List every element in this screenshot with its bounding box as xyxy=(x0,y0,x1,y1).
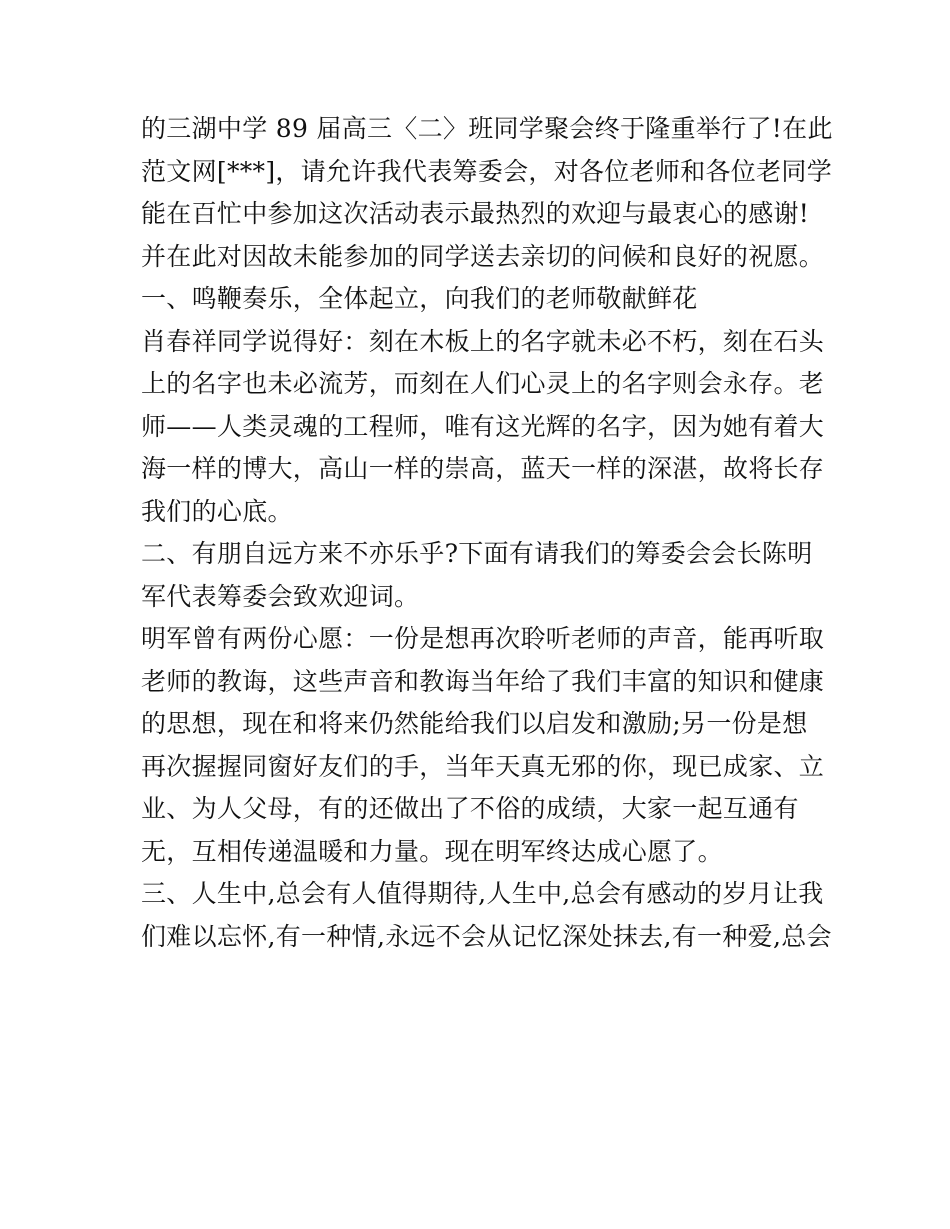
text-line-12: 军代表筹委会致欢迎词。 xyxy=(141,581,420,611)
text-line-9: 海一样的博大，高山一样的崇高，蓝天一样的深湛，故将长存 xyxy=(141,454,825,483)
text-line-4: 并在此对因故未能参加的同学送去亲切的问候和良好的祝愿。 xyxy=(141,241,825,271)
text-line-1: 的三湖中学 89 届高三〈二〉班同学聚会终于隆重举行了!在此 xyxy=(141,114,833,143)
text-line-11: 二、有朋自远方来不亦乐乎?下面有请我们的筹委会会长陈明 xyxy=(141,539,813,568)
text-line-2: 范文网[***]，请允许我代表筹委会，对各位老师和各位老同学 xyxy=(141,156,833,186)
text-line-17: 业、为人父母，有的还做出了不俗的成绩，大家一起互通有 xyxy=(141,794,799,823)
text-line-18: 无，互相传递温暖和力量。现在明军终达成心愿了。 xyxy=(141,836,723,866)
text-line-20: 们难以忘怀,有一种情,永远不会从记忆深处抹去,有一种爱,总会 xyxy=(141,921,832,951)
text-line-15: 的思想，现在和将来仍然能给我们以启发和激励;另一份是想 xyxy=(141,709,808,738)
text-line-7: 上的名字也未必流芳，而刻在人们心灵上的名字则会永存。老 xyxy=(141,369,825,398)
text-line-10: 我们的心底。 xyxy=(141,496,293,526)
text-line-14: 老师的教诲，这些声音和教诲当年给了我们丰富的知识和健康 xyxy=(141,666,825,696)
text-line-16: 再次握握同窗好友们的手，当年天真无邪的你，现已成家、立 xyxy=(141,751,825,781)
text-line-19: 三、人生中,总会有人值得期待,人生中,总会有感动的岁月让我 xyxy=(141,879,824,908)
text-line-13: 明军曾有两份心愿：一份是想再次聆听老师的声音，能再听取 xyxy=(141,624,825,653)
text-line-8: 师——人类灵魂的工程师，唯有这光辉的名字，因为她有着大 xyxy=(141,411,825,441)
document-body xyxy=(141,108,833,958)
text-line-5: 一、鸣鞭奏乐，全体起立，向我们的老师敬献鲜花 xyxy=(141,284,698,313)
text-line-3: 能在百忙中参加这次活动表示最热烈的欢迎与最衷心的感谢! xyxy=(141,199,810,228)
text-line-6: 肖春祥同学说得好：刻在木板上的名字就未必不朽，刻在石头 xyxy=(141,326,825,356)
